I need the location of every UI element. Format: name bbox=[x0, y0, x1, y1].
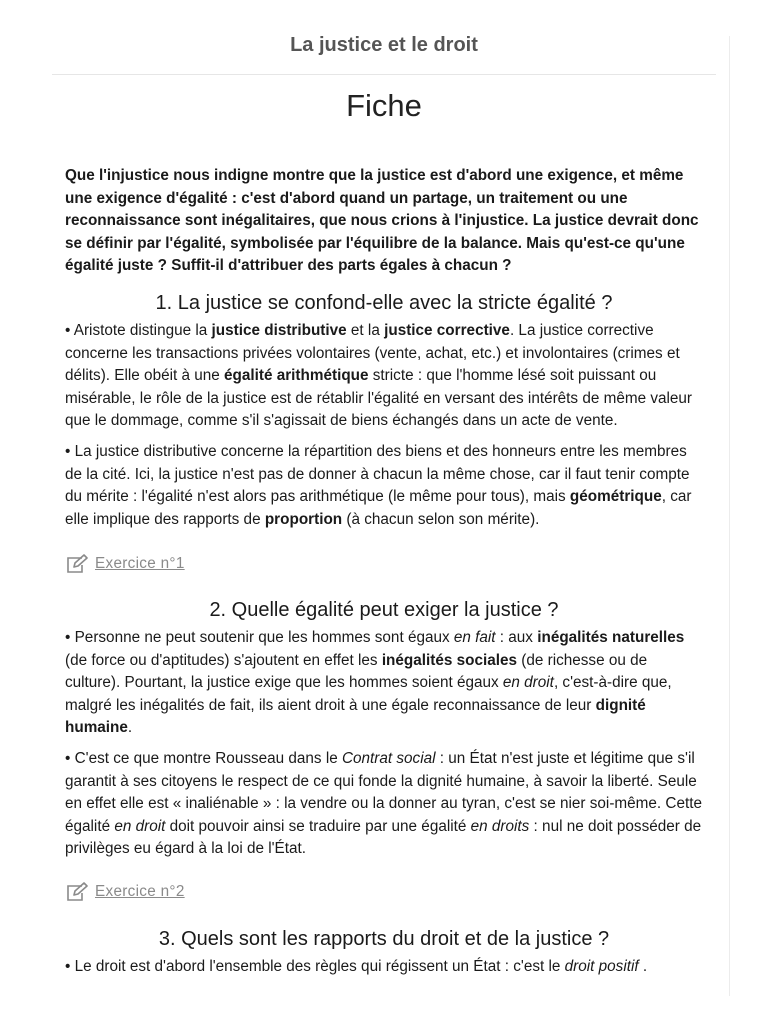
exercise-1-label: Exercice n°1 bbox=[95, 555, 185, 572]
emphasis-contrat-social: Contrat social bbox=[341, 750, 436, 767]
text: : nul ne doit posséder de privilèges eu égard à la loi de l'État. bbox=[65, 817, 702, 857]
section-3-heading: 3. Quels sont les rapports du droit et de la justice ? bbox=[158, 928, 610, 950]
exercise-2-link[interactable] bbox=[65, 881, 185, 903]
text: et la bbox=[346, 322, 385, 339]
section-2-paragraph-2 bbox=[65, 748, 705, 861]
term-inegalites-sociales: inégalités sociales bbox=[381, 651, 518, 669]
section-1-paragraph-1 bbox=[65, 320, 705, 433]
text: : aux bbox=[495, 629, 538, 646]
edit-icon bbox=[65, 554, 89, 574]
text: • La justice distributive concerne la répartition des biens et des honneurs entre les membres de la cité. Ici, la justice n'est pas de donner à chacun la même chose, car il faut tenir compte du mérite : l'égalité n'est alors pas arithmétique (le même pour tous), mais bbox=[65, 443, 690, 505]
text: • C'est ce que montre Rousseau dans le bbox=[65, 750, 342, 767]
exercise-2-label: Exercice n°2 bbox=[95, 883, 185, 900]
text: , car elle implique des rapports de bbox=[65, 488, 692, 528]
emphasis-en-droit: en droit bbox=[114, 817, 166, 835]
edit-icon bbox=[65, 882, 89, 902]
term-geometrique: géométrique bbox=[569, 488, 662, 505]
text: (de force ou d'aptitudes) s'ajoutent en effet les bbox=[65, 651, 382, 669]
text: . bbox=[127, 719, 133, 736]
term-proportion: proportion bbox=[264, 510, 343, 528]
section-2-heading: 2. Quelle égalité peut exiger la justice ? bbox=[209, 599, 559, 621]
emphasis-en-fait: en fait bbox=[453, 629, 496, 646]
term-justice-corrective: justice corrective bbox=[384, 322, 510, 339]
section-3-paragraph-1 bbox=[65, 956, 705, 979]
text: • Le droit est d'abord l'ensemble des règles qui régissent un État : c'est le bbox=[65, 958, 565, 975]
section-1-heading: 1. La justice se confond-elle avec la stricte égalité ? bbox=[155, 292, 613, 314]
text: • Personne ne peut soutenir que les hommes sont égaux bbox=[65, 629, 454, 646]
emphasis-droit-positif: droit positif bbox=[564, 958, 639, 975]
exercise-1-link[interactable] bbox=[65, 553, 185, 575]
section-2-paragraph-1 bbox=[65, 627, 705, 740]
emphasis-en-droit: en droit bbox=[502, 674, 554, 691]
text: stricte : que l'homme lésé soit puissant ou misérable, le rôle de la justice est de rétablir l'égalité en versant des intérêts de même valeur que le dommage, comme s'il s'agissait de biens échangés dans un acte de vente. bbox=[65, 367, 693, 429]
term-inegalites-naturelles: inégalités naturelles bbox=[537, 629, 685, 646]
text: (à chacun selon son mérite). bbox=[342, 510, 540, 528]
text: • Aristote distingue la bbox=[65, 322, 212, 339]
text: . bbox=[638, 958, 648, 975]
text: : un État n'est juste et légitime que s'il garantit à ses citoyens le respect de ce qui fonde la dignité humaine, à savoir la liberté. Seule en effet elle est « inaliénable » : la vendre ou la donner au tyran, c'est se nier soi-même. Cette égalité bbox=[65, 750, 702, 835]
text: (de richesse ou de culture). Pourtant, la justice exige que les hommes soient égaux bbox=[65, 651, 648, 691]
term-justice-distributive: justice distributive bbox=[211, 322, 347, 339]
intro-paragraph: Que l'injustice nous indigne montre que la justice est d'abord une exigence, et même une exigence d'égalité : c'est d'abord quand un partage, un traitement ou une reconnaissance sont inégalitaires, que nous crions à l'injustice. La justice devrait donc se définir par l'égalité, symbolisée par l'équilibre de la balance. Mais qu'est-ce qu'une égalité juste ? Suffit-il d'attribuer des parts égales à chacun ? bbox=[65, 167, 699, 274]
term-dignite-humaine: dignité humaine bbox=[65, 696, 646, 736]
emphasis-en-droits: en droits bbox=[470, 817, 530, 835]
text: , c'est-à-dire que, malgré les inégalités de fait, ils aient droit à une égale reconnaissance de leur bbox=[65, 674, 672, 714]
page-title: Fiche bbox=[346, 88, 422, 123]
section-1-paragraph-2 bbox=[65, 441, 705, 531]
term-egalite-arithmetique: égalité arithmétique bbox=[224, 367, 369, 384]
page-border-right bbox=[729, 36, 730, 996]
text: . La justice corrective concerne les transactions privées volontaires (vente, achat, etc.) et involontaires (crimes et délits). Elle obéit à une bbox=[65, 322, 680, 384]
text: doit pouvoir ainsi se traduire par une égalité bbox=[165, 817, 471, 835]
page-header bbox=[52, 0, 716, 75]
document-title: La justice et le droit bbox=[290, 34, 478, 56]
